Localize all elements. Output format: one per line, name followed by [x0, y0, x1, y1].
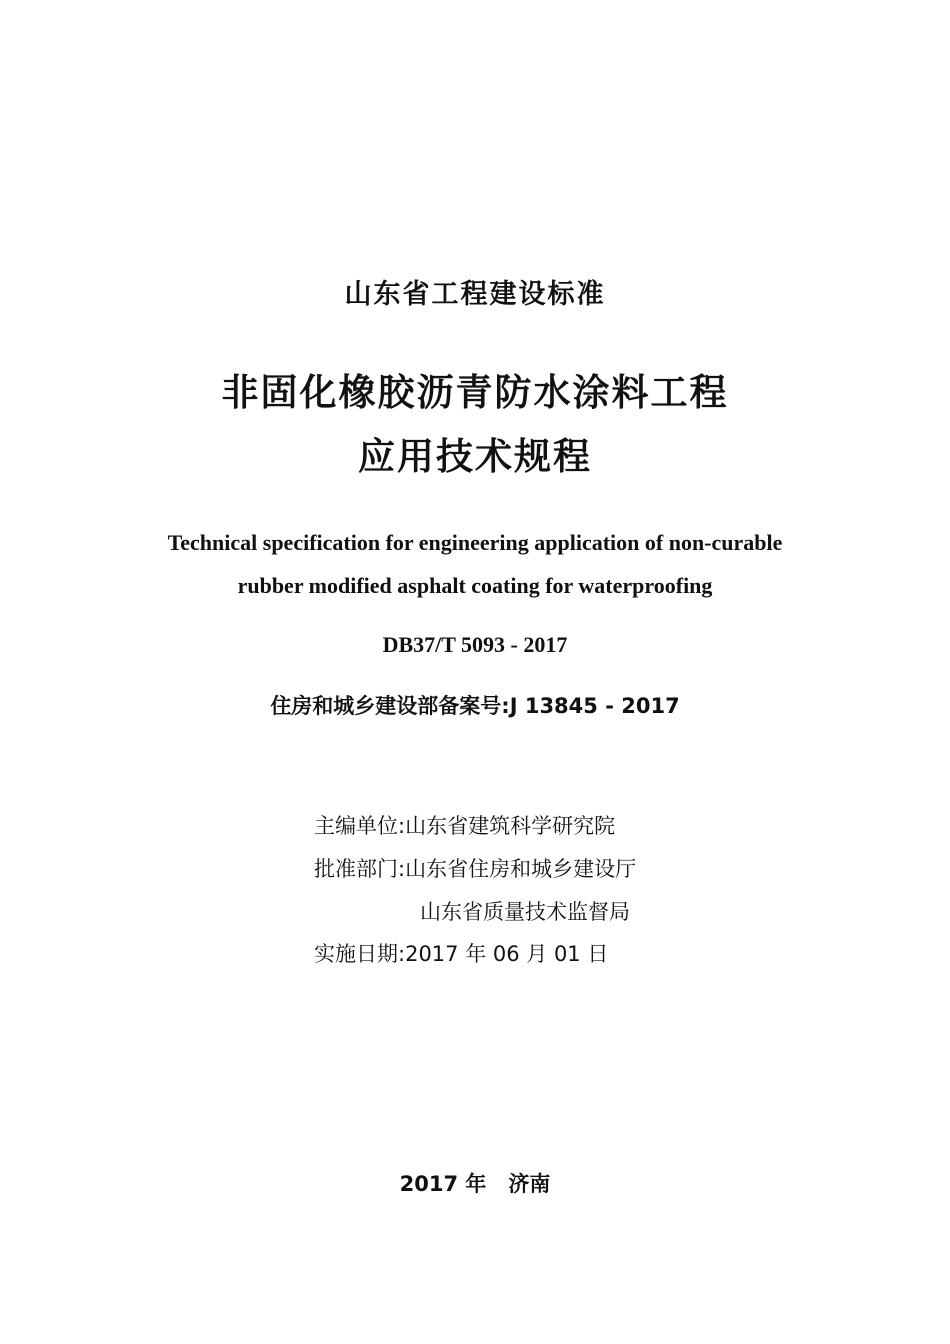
approval-department	[314, 853, 636, 883]
standard-code: DB37/T 5093 - 2017	[382, 632, 568, 657]
implementation-date	[314, 938, 608, 968]
english-title-line-2: rubber modified asphalt coating for waterproofing	[237, 573, 713, 598]
publication-year: 2017 年	[399, 1172, 487, 1196]
editor-unit-value: 山东省建筑科学研究院	[405, 814, 616, 838]
editor-unit	[314, 810, 615, 840]
publication-footer	[0, 1168, 950, 1198]
document-title-line-2: 应用技术规程	[358, 435, 592, 478]
implementation-date-value: 2017 年 06 月 01 日	[405, 942, 609, 966]
english-title-line-1: Technical specification for engineering application of non-curable	[167, 530, 783, 555]
implementation-date-label: 实施日期:	[314, 942, 406, 966]
document-title-line-1: 非固化橡胶沥青防水涂料工程	[221, 371, 729, 414]
approval-department-label: 批准部门:	[314, 857, 406, 881]
approval-department-value-1: 山东省住房和城乡建设厅	[405, 857, 637, 881]
record-number: 住房和城乡建设部备案号:J 13845 - 2017	[270, 694, 680, 718]
approval-department-value-2: 山东省质量技术监督局	[420, 900, 630, 924]
standard-series-title: 山东省工程建设标准	[344, 279, 606, 310]
publication-city: 济南	[508, 1172, 551, 1196]
editor-unit-label: 主编单位:	[314, 814, 406, 838]
